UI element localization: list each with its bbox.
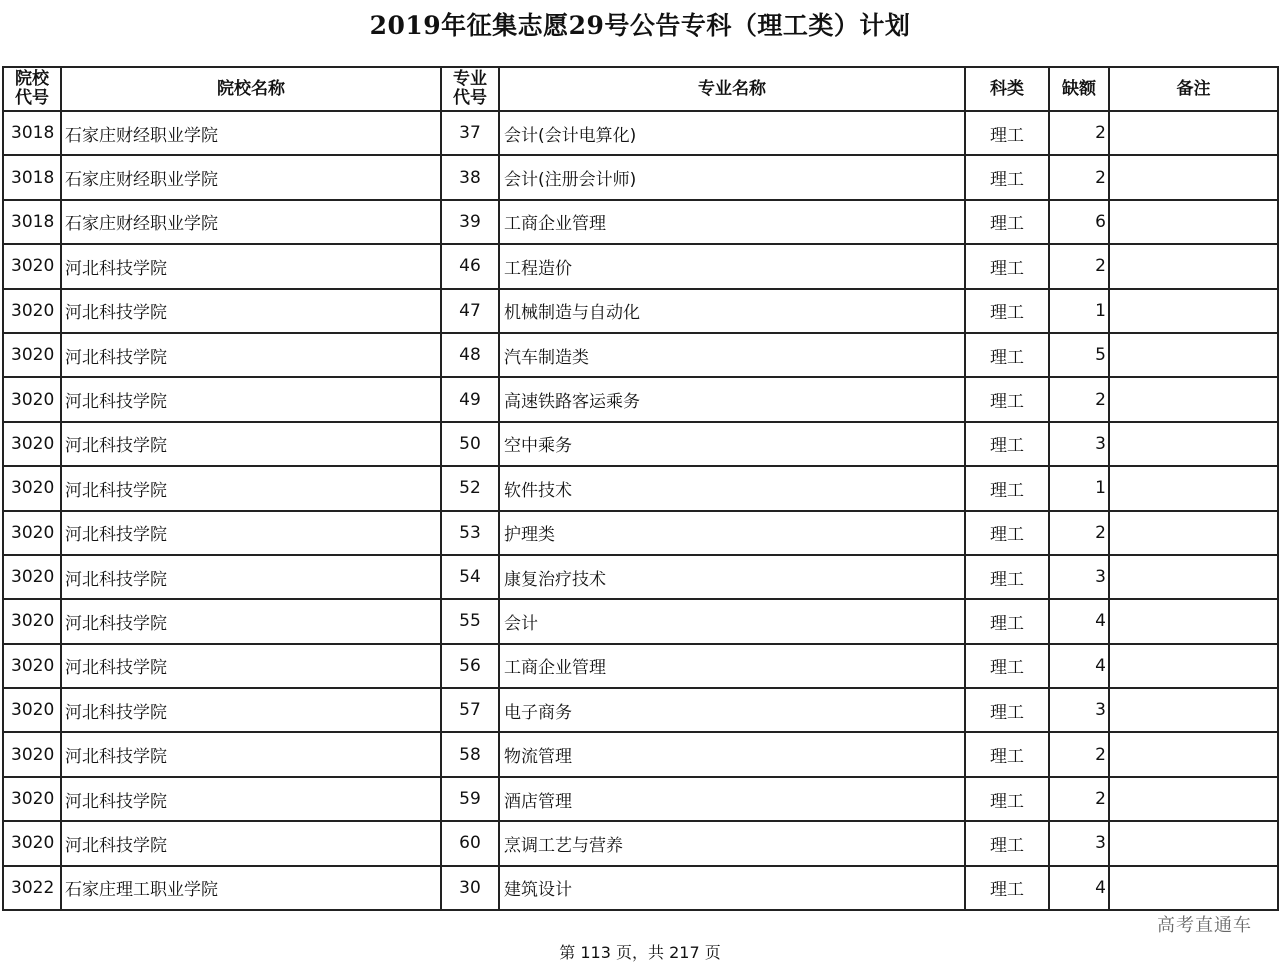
cell-category: 理工 bbox=[965, 111, 1049, 155]
table-row bbox=[3, 599, 1278, 643]
cell-category: 理工 bbox=[965, 688, 1049, 732]
cell-major-code: 54 bbox=[441, 555, 499, 599]
watermark: 高考直通车 bbox=[1157, 915, 1252, 936]
table-row bbox=[3, 289, 1278, 333]
cell-school-code: 3020 bbox=[3, 377, 61, 421]
cell-major-code: 57 bbox=[441, 688, 499, 732]
cell-major-name: 空中乘务 bbox=[499, 422, 965, 466]
cell-quota: 6 bbox=[1049, 200, 1109, 244]
cell-remarks bbox=[1109, 155, 1278, 199]
table-row bbox=[3, 866, 1278, 910]
cell-major-code: 56 bbox=[441, 644, 499, 688]
cell-category: 理工 bbox=[965, 555, 1049, 599]
cell-remarks bbox=[1109, 511, 1278, 555]
cell-quota: 5 bbox=[1049, 333, 1109, 377]
cell-category: 理工 bbox=[965, 732, 1049, 776]
cell-major-code: 38 bbox=[441, 155, 499, 199]
header-remarks: 备注 bbox=[1109, 67, 1278, 111]
cell-remarks bbox=[1109, 555, 1278, 599]
table-row bbox=[3, 732, 1278, 776]
cell-quota: 2 bbox=[1049, 377, 1109, 421]
cell-quota: 2 bbox=[1049, 511, 1109, 555]
cell-major-name: 工商企业管理 bbox=[499, 644, 965, 688]
cell-remarks bbox=[1109, 821, 1278, 865]
cell-school-name: 河北科技学院 bbox=[61, 466, 441, 510]
cell-school-code: 3018 bbox=[3, 155, 61, 199]
cell-major-code: 37 bbox=[441, 111, 499, 155]
cell-quota: 2 bbox=[1049, 244, 1109, 288]
cell-major-code: 55 bbox=[441, 599, 499, 643]
cell-category: 理工 bbox=[965, 777, 1049, 821]
cell-quota: 3 bbox=[1049, 688, 1109, 732]
cell-school-code: 3020 bbox=[3, 732, 61, 776]
table-row bbox=[3, 111, 1278, 155]
cell-school-code: 3020 bbox=[3, 555, 61, 599]
cell-school-code: 3020 bbox=[3, 511, 61, 555]
cell-school-name: 河北科技学院 bbox=[61, 289, 441, 333]
cell-quota: 2 bbox=[1049, 155, 1109, 199]
cell-category: 理工 bbox=[965, 200, 1049, 244]
table-row bbox=[3, 466, 1278, 510]
cell-school-code: 3018 bbox=[3, 200, 61, 244]
cell-major-name: 会计 bbox=[499, 599, 965, 643]
table-row bbox=[3, 422, 1278, 466]
cell-remarks bbox=[1109, 111, 1278, 155]
cell-major-code: 60 bbox=[441, 821, 499, 865]
cell-school-code: 3020 bbox=[3, 599, 61, 643]
cell-remarks bbox=[1109, 289, 1278, 333]
cell-school-code: 3022 bbox=[3, 866, 61, 910]
cell-remarks bbox=[1109, 422, 1278, 466]
table-row bbox=[3, 777, 1278, 821]
cell-major-name: 护理类 bbox=[499, 511, 965, 555]
header-major-code-label: 专业代号 bbox=[452, 69, 487, 108]
header-major-code bbox=[441, 67, 499, 111]
cell-school-code: 3020 bbox=[3, 777, 61, 821]
cell-major-code: 59 bbox=[441, 777, 499, 821]
header-major-name: 专业名称 bbox=[499, 67, 965, 111]
cell-remarks bbox=[1109, 866, 1278, 910]
table-body bbox=[3, 111, 1278, 910]
cell-school-name: 河北科技学院 bbox=[61, 732, 441, 776]
table-row bbox=[3, 511, 1278, 555]
cell-quota: 3 bbox=[1049, 821, 1109, 865]
table-row bbox=[3, 688, 1278, 732]
cell-category: 理工 bbox=[965, 821, 1049, 865]
cell-major-code: 52 bbox=[441, 466, 499, 510]
header-school-name: 院校名称 bbox=[61, 67, 441, 111]
cell-major-code: 58 bbox=[441, 732, 499, 776]
cell-remarks bbox=[1109, 599, 1278, 643]
header-category: 科类 bbox=[965, 67, 1049, 111]
cell-remarks bbox=[1109, 777, 1278, 821]
cell-quota: 3 bbox=[1049, 422, 1109, 466]
cell-major-code: 30 bbox=[441, 866, 499, 910]
header-school-code bbox=[3, 67, 61, 111]
cell-remarks bbox=[1109, 466, 1278, 510]
cell-major-name: 会计(注册会计师) bbox=[499, 155, 965, 199]
cell-major-code: 46 bbox=[441, 244, 499, 288]
cell-major-name: 汽车制造类 bbox=[499, 333, 965, 377]
page-title: 2019年征集志愿29号公告专科（理工类）计划 bbox=[369, 11, 911, 40]
cell-school-name: 河北科技学院 bbox=[61, 422, 441, 466]
cell-quota: 4 bbox=[1049, 866, 1109, 910]
cell-quota: 1 bbox=[1049, 289, 1109, 333]
cell-major-name: 烹调工艺与营养 bbox=[499, 821, 965, 865]
cell-quota: 4 bbox=[1049, 644, 1109, 688]
cell-school-code: 3020 bbox=[3, 289, 61, 333]
cell-school-name: 石家庄财经职业学院 bbox=[61, 155, 441, 199]
cell-school-code: 3020 bbox=[3, 422, 61, 466]
cell-category: 理工 bbox=[965, 244, 1049, 288]
table-row bbox=[3, 555, 1278, 599]
cell-category: 理工 bbox=[965, 466, 1049, 510]
cell-major-code: 50 bbox=[441, 422, 499, 466]
table-row bbox=[3, 200, 1278, 244]
header-row bbox=[3, 67, 1278, 111]
cell-major-name: 工商企业管理 bbox=[499, 200, 965, 244]
cell-school-code: 3020 bbox=[3, 333, 61, 377]
cell-major-name: 电子商务 bbox=[499, 688, 965, 732]
cell-category: 理工 bbox=[965, 422, 1049, 466]
cell-major-name: 会计(会计电算化) bbox=[499, 111, 965, 155]
cell-school-name: 河北科技学院 bbox=[61, 688, 441, 732]
cell-school-name: 河北科技学院 bbox=[61, 777, 441, 821]
table-row bbox=[3, 155, 1278, 199]
cell-major-name: 康复治疗技术 bbox=[499, 555, 965, 599]
cell-school-code: 3018 bbox=[3, 111, 61, 155]
cell-category: 理工 bbox=[965, 333, 1049, 377]
cell-major-code: 48 bbox=[441, 333, 499, 377]
cell-category: 理工 bbox=[965, 289, 1049, 333]
cell-quota: 1 bbox=[1049, 466, 1109, 510]
cell-category: 理工 bbox=[965, 155, 1049, 199]
cell-remarks bbox=[1109, 644, 1278, 688]
cell-school-code: 3020 bbox=[3, 688, 61, 732]
cell-school-code: 3020 bbox=[3, 644, 61, 688]
cell-school-name: 石家庄财经职业学院 bbox=[61, 111, 441, 155]
cell-major-code: 53 bbox=[441, 511, 499, 555]
cell-category: 理工 bbox=[965, 377, 1049, 421]
cell-quota: 2 bbox=[1049, 732, 1109, 776]
table-row bbox=[3, 821, 1278, 865]
cell-quota: 2 bbox=[1049, 111, 1109, 155]
cell-category: 理工 bbox=[965, 866, 1049, 910]
cell-school-code: 3020 bbox=[3, 244, 61, 288]
cell-major-name: 建筑设计 bbox=[499, 866, 965, 910]
table-row bbox=[3, 377, 1278, 421]
table-row bbox=[3, 333, 1278, 377]
cell-major-name: 高速铁路客运乘务 bbox=[499, 377, 965, 421]
cell-quota: 4 bbox=[1049, 599, 1109, 643]
cell-major-name: 软件技术 bbox=[499, 466, 965, 510]
cell-school-code: 3020 bbox=[3, 821, 61, 865]
cell-school-name: 河北科技学院 bbox=[61, 511, 441, 555]
cell-remarks bbox=[1109, 200, 1278, 244]
cell-category: 理工 bbox=[965, 511, 1049, 555]
cell-major-name: 工程造价 bbox=[499, 244, 965, 288]
cell-major-code: 49 bbox=[441, 377, 499, 421]
cell-quota: 2 bbox=[1049, 777, 1109, 821]
cell-major-code: 47 bbox=[441, 289, 499, 333]
cell-remarks bbox=[1109, 377, 1278, 421]
cell-school-name: 河北科技学院 bbox=[61, 599, 441, 643]
cell-major-code: 39 bbox=[441, 200, 499, 244]
cell-quota: 3 bbox=[1049, 555, 1109, 599]
cell-school-name: 河北科技学院 bbox=[61, 333, 441, 377]
page-footer: 第 113 页，共 217 页 bbox=[559, 943, 721, 962]
cell-major-name: 酒店管理 bbox=[499, 777, 965, 821]
cell-category: 理工 bbox=[965, 599, 1049, 643]
cell-remarks bbox=[1109, 244, 1278, 288]
cell-school-name: 河北科技学院 bbox=[61, 377, 441, 421]
header-school-code-label: 院校代号 bbox=[14, 69, 49, 108]
header-quota: 缺额 bbox=[1049, 67, 1109, 111]
cell-school-name: 河北科技学院 bbox=[61, 644, 441, 688]
cell-school-code: 3020 bbox=[3, 466, 61, 510]
cell-school-name: 河北科技学院 bbox=[61, 821, 441, 865]
table-row bbox=[3, 644, 1278, 688]
cell-remarks bbox=[1109, 688, 1278, 732]
plan-table bbox=[2, 66, 1279, 911]
cell-school-name: 石家庄财经职业学院 bbox=[61, 200, 441, 244]
cell-school-name: 河北科技学院 bbox=[61, 244, 441, 288]
cell-school-name: 河北科技学院 bbox=[61, 555, 441, 599]
table-row bbox=[3, 244, 1278, 288]
cell-category: 理工 bbox=[965, 644, 1049, 688]
cell-remarks bbox=[1109, 732, 1278, 776]
cell-major-name: 机械制造与自动化 bbox=[499, 289, 965, 333]
cell-major-name: 物流管理 bbox=[499, 732, 965, 776]
cell-remarks bbox=[1109, 333, 1278, 377]
cell-school-name: 石家庄理工职业学院 bbox=[61, 866, 441, 910]
